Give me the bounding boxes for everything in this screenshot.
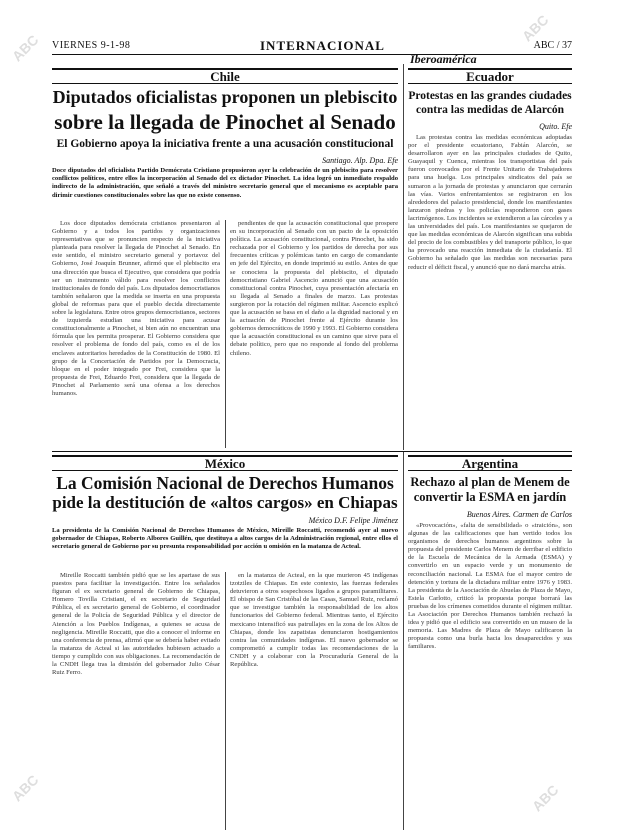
page-number: ABC / 37 (533, 40, 572, 51)
section-label-ecuador: Ecuador (408, 68, 572, 84)
section-label-mexico: México (52, 455, 398, 471)
section-label-chile: Chile (52, 68, 398, 84)
subsection-title: Iberoamérica (410, 52, 477, 66)
chile-byline: Santiago. Alp. Dpa. Efe (322, 156, 398, 165)
watermark-mark: ABC (8, 771, 42, 805)
mexico-lead-paragraph: La presidenta de la Comisión Nacional de Derechos Humanos de México, Mireille Roccatti, recomendó ayer al nuevo gobernador de Chiapas, Roberto Albores Guillén, que destituya a altos cargos de la Administración regional, entre ellos el secretario general de Gobierno por su presunta responsabilidad por acción u omisión en la matanza de Acteal. (52, 527, 398, 551)
chile-column-2 (230, 220, 398, 448)
bottom-right-divider (403, 452, 404, 830)
chile-column-2-text: pendientes de que la acusación constitucional que prospere en su incorporación al Senado con un pacto de la oposición política. La acusación constitucional, contra Pinochet, ha sido rechazada por el Gobierno y los partidos de derecha por sus frecuentes críticas y polémicas tanto en cargo de comandante en jefe del Ejército, en donde imprimió su estilo. Antes de que se conociera la propuesta del plebiscito, el diputado democristiano Gabriel Ascencio anunció que una acusación constitucional contra Pinochet, cuya presentación afectaría en su llegada al Senado a finales de marzo. Las protestas surgieron por la rotación del régimen militar. Ascencio explicó que la acusación se basa en el daño a la dignidad nacional y en la actuación de Pinochet frente al Ejército durante los gobiernos democráticos de 1990 y 1993. El Gobierno considera que la acusación constitucional es un camino que sirve para el debate político, pero que no responde al fondo del problema chileno. (230, 220, 398, 357)
ecuador-column (408, 134, 572, 448)
chile-lead-paragraph: Doce diputados del oficialista Partido Demócrata Cristiano propusieron ayer la celebración de un plebiscito para resolver conflictos políticos, entre ellos la incorporación al Senado del ex dictador Pinochet. La idea logró un inmediato respaldo indirecto de la administración, que señaló a través del ministro secretario general que el mecanismo es aceptable para dirimir cuestiones constitucionales sobre las que no existe consenso. (52, 167, 398, 199)
ecuador-headline-line-1: Protestas en las grandes ciudades (408, 90, 572, 102)
header-rule (52, 54, 572, 55)
argentina-headline-line-2: convertir la ESMA en jardín (413, 490, 567, 504)
mexico-column-2-text: en la matanza de Acteal, en la que murieron 45 indígenas tzotziles de Chiapas. En este contexto, las fuerzas federales detuvieron a otros sospechosos ligados a grupos paramilitares. El obispo de San Cristóbal de las Casas, Samuel Ruiz, reclamó que se investigue también la responsabilidad de los altos funcionarios del Gobierno federal. Mientras tanto, el Ejército mexicano intensificó sus patrullajes en la zona de los Altos de Chiapas, donde los zapatistas denunciaron hostigamientos contra las comunidades indígenas. El nuevo gobernador se comprometió a cumplir todas las recomendaciones de la CNDH y a colaborar con la Procuraduría General de la República. (230, 572, 398, 669)
issue-date: VIERNES 9-1-98 (52, 40, 131, 51)
ecuador-byline: Quito. Efe (539, 122, 572, 131)
mexico-headline-line-1: La Comisión Nacional de Derechos Humanos (56, 473, 394, 493)
ecuador-headline-line-2: contra las medidas de Alarcón (415, 104, 564, 116)
mexico-column-1 (52, 572, 220, 830)
page-header (52, 40, 572, 54)
mexico-byline: México D.F. Felipe Jiménez (308, 516, 398, 525)
chile-column-divider (225, 220, 226, 448)
mexico-column-1-text: Mireille Roccatti también pidió que se les apartase de sus puestos para facilitar la investigación. Entre los señalados figuran el ex secretario general de Gobierno de Chiapas, Homero Tovilla Cristiani, el ex secretario de Seguridad Pública, el ex secretario general de Gobierno, el coordinador general de la Policía de Seguridad Pública y el director de Atención a los Pueblos Indígenas, a quienes se acusa de negligencia. Mireille Roccatti, que dio a conocer el informe en una conferencia de prensa, afirmó que se debería haber evitado la matanza de Acteal si las autoridades hubiesen actuado a tiempo y cumplido con sus obligaciones. La recomendación de la CNDH llega tras la dimisión del gobernador Julio César Ruiz Ferro. (52, 572, 220, 677)
argentina-headline-line-1: Rechazo al plan de Menem de (410, 475, 570, 489)
watermark-mark: ABC (528, 781, 562, 815)
chile-headline-line-2: sobre la llegada de Pinochet al Senado (54, 110, 396, 134)
argentina-byline: Buenos Aires. Carmen de Carlos (466, 510, 572, 519)
section-break-rule (52, 451, 572, 452)
watermark-mark: ABC (518, 11, 552, 45)
mexico-headline-line-2: pide la destitución de «altos cargos» en Chiapas (52, 493, 398, 512)
watermark-mark: ABC (8, 31, 42, 65)
mexico-column-divider (225, 572, 226, 830)
mexico-column-2 (230, 572, 398, 830)
chile-subhead: El Gobierno apoya la iniciativa frente a una acusación constitucional (56, 138, 394, 150)
right-column-divider (403, 64, 404, 450)
section-label-argentina: Argentina (408, 455, 572, 471)
chile-column-1-text: Los doce diputados demócrata cristianos presentaron al Gobierno y a todos los partidos y organizaciones representativas que se pronuncien respecto de la iniciativa planteada para resolver la llegada de Pinochet al Senado. En este sentido, el ministro secretario general y portavoz del Gobierno, José Joaquín Brunner, afirmó que el plebiscito era una dirección que busca el Ejecutivo, que considera que podría ser un instrumento válido para resolver los conflictos institucionales de fondo del país. Los diputados democristianos también señalaron que la medida se inserta en una propuesta global de reformas para que el pueblo decida directamente sobre la legislatura. Entre otros grupos democristianos, sectores de izquierda estudian una iniciativa para acusar constitucionalmente a Pinochet, si bien aún no encuentran una fórmula que les permita prosperar. El Gobierno considera que resolver el problema de fondo del país, como es el de los enclaves autoritarios heredados de la Constitución de 1980. El grupo de la Concertación de Partidos por la Democracia, bloque en el poder integrado por Frei, considera que la propuesta de Frei, Eduardo Frei, considera que la llegada de Pinochet al Parlamento será una ofensa a los derechos humanos. (52, 220, 220, 397)
argentina-column-text: «Provocación», «falta de sensibilidad» o «traición», son algunas de las calificaciones que han vertido todos los organismos de derechos humanos argentinos sobre la propuesta del presidente Carlos Menem de derribar el edificio de la Escuela de Mecánica de la Armada (ESMA) y convertirlo en un espacio verde y un monumento de reconciliación nacional. La ESMA fue el mayor centro de detención y tortura de la dictadura militar entre 1976 y 1983. La presidenta de la Asociación de Abuelas de Plaza de Mayo, Estela Carlotto, criticó la propuesta porque borrará las pruebas de los crímenes cometidos durante el régimen militar. La Asociación por Derechos Humanos también rechazó la idea y pidió que el edificio sea convertido en un museo de la memoria. Las Madres de Plaza de Mayo calificaron la propuesta como una burla hacia los desaparecidos y sus familiares. (408, 522, 572, 651)
chile-headline-line-1: Diputados oficialistas proponen un plebiscito (52, 87, 398, 107)
ecuador-column-text: Las protestas contra las medidas económicas adoptadas por el presidente ecuatoriano, Fabián Alarcón, se desarrollaron ayer en las principales ciudades de Quito, Guayaquil y Cuenca, mientras los transportistas del país fueron convocados por el Frente Unitario de Trabajadores para una huelga. Los principales sindicatos del país se sumaron a la jornada de protestas y anunciaron que cerrarán las vías. Varios enfrentamientos se registraron en los alrededores del palacio presidencial, donde los manifestantes lanzaron piedras y los policías respondieron con gases lacrimógenos. Los incidentes se extendieron a las cárceles y a las universidades del país. Los manifestantes se quejaron de que las medidas económicas de Alarcón significan una subida del precio de los combustibles y del transporte público, lo que ha provocado una reacción inmediata de la ciudadanía. El Gobierno ha señalado que las medidas son necesarias para reducir el déficit fiscal, y anunció que no dará marcha atrás. (408, 134, 572, 271)
section-title: INTERNACIONAL (260, 38, 385, 53)
chile-column-1 (52, 220, 220, 448)
